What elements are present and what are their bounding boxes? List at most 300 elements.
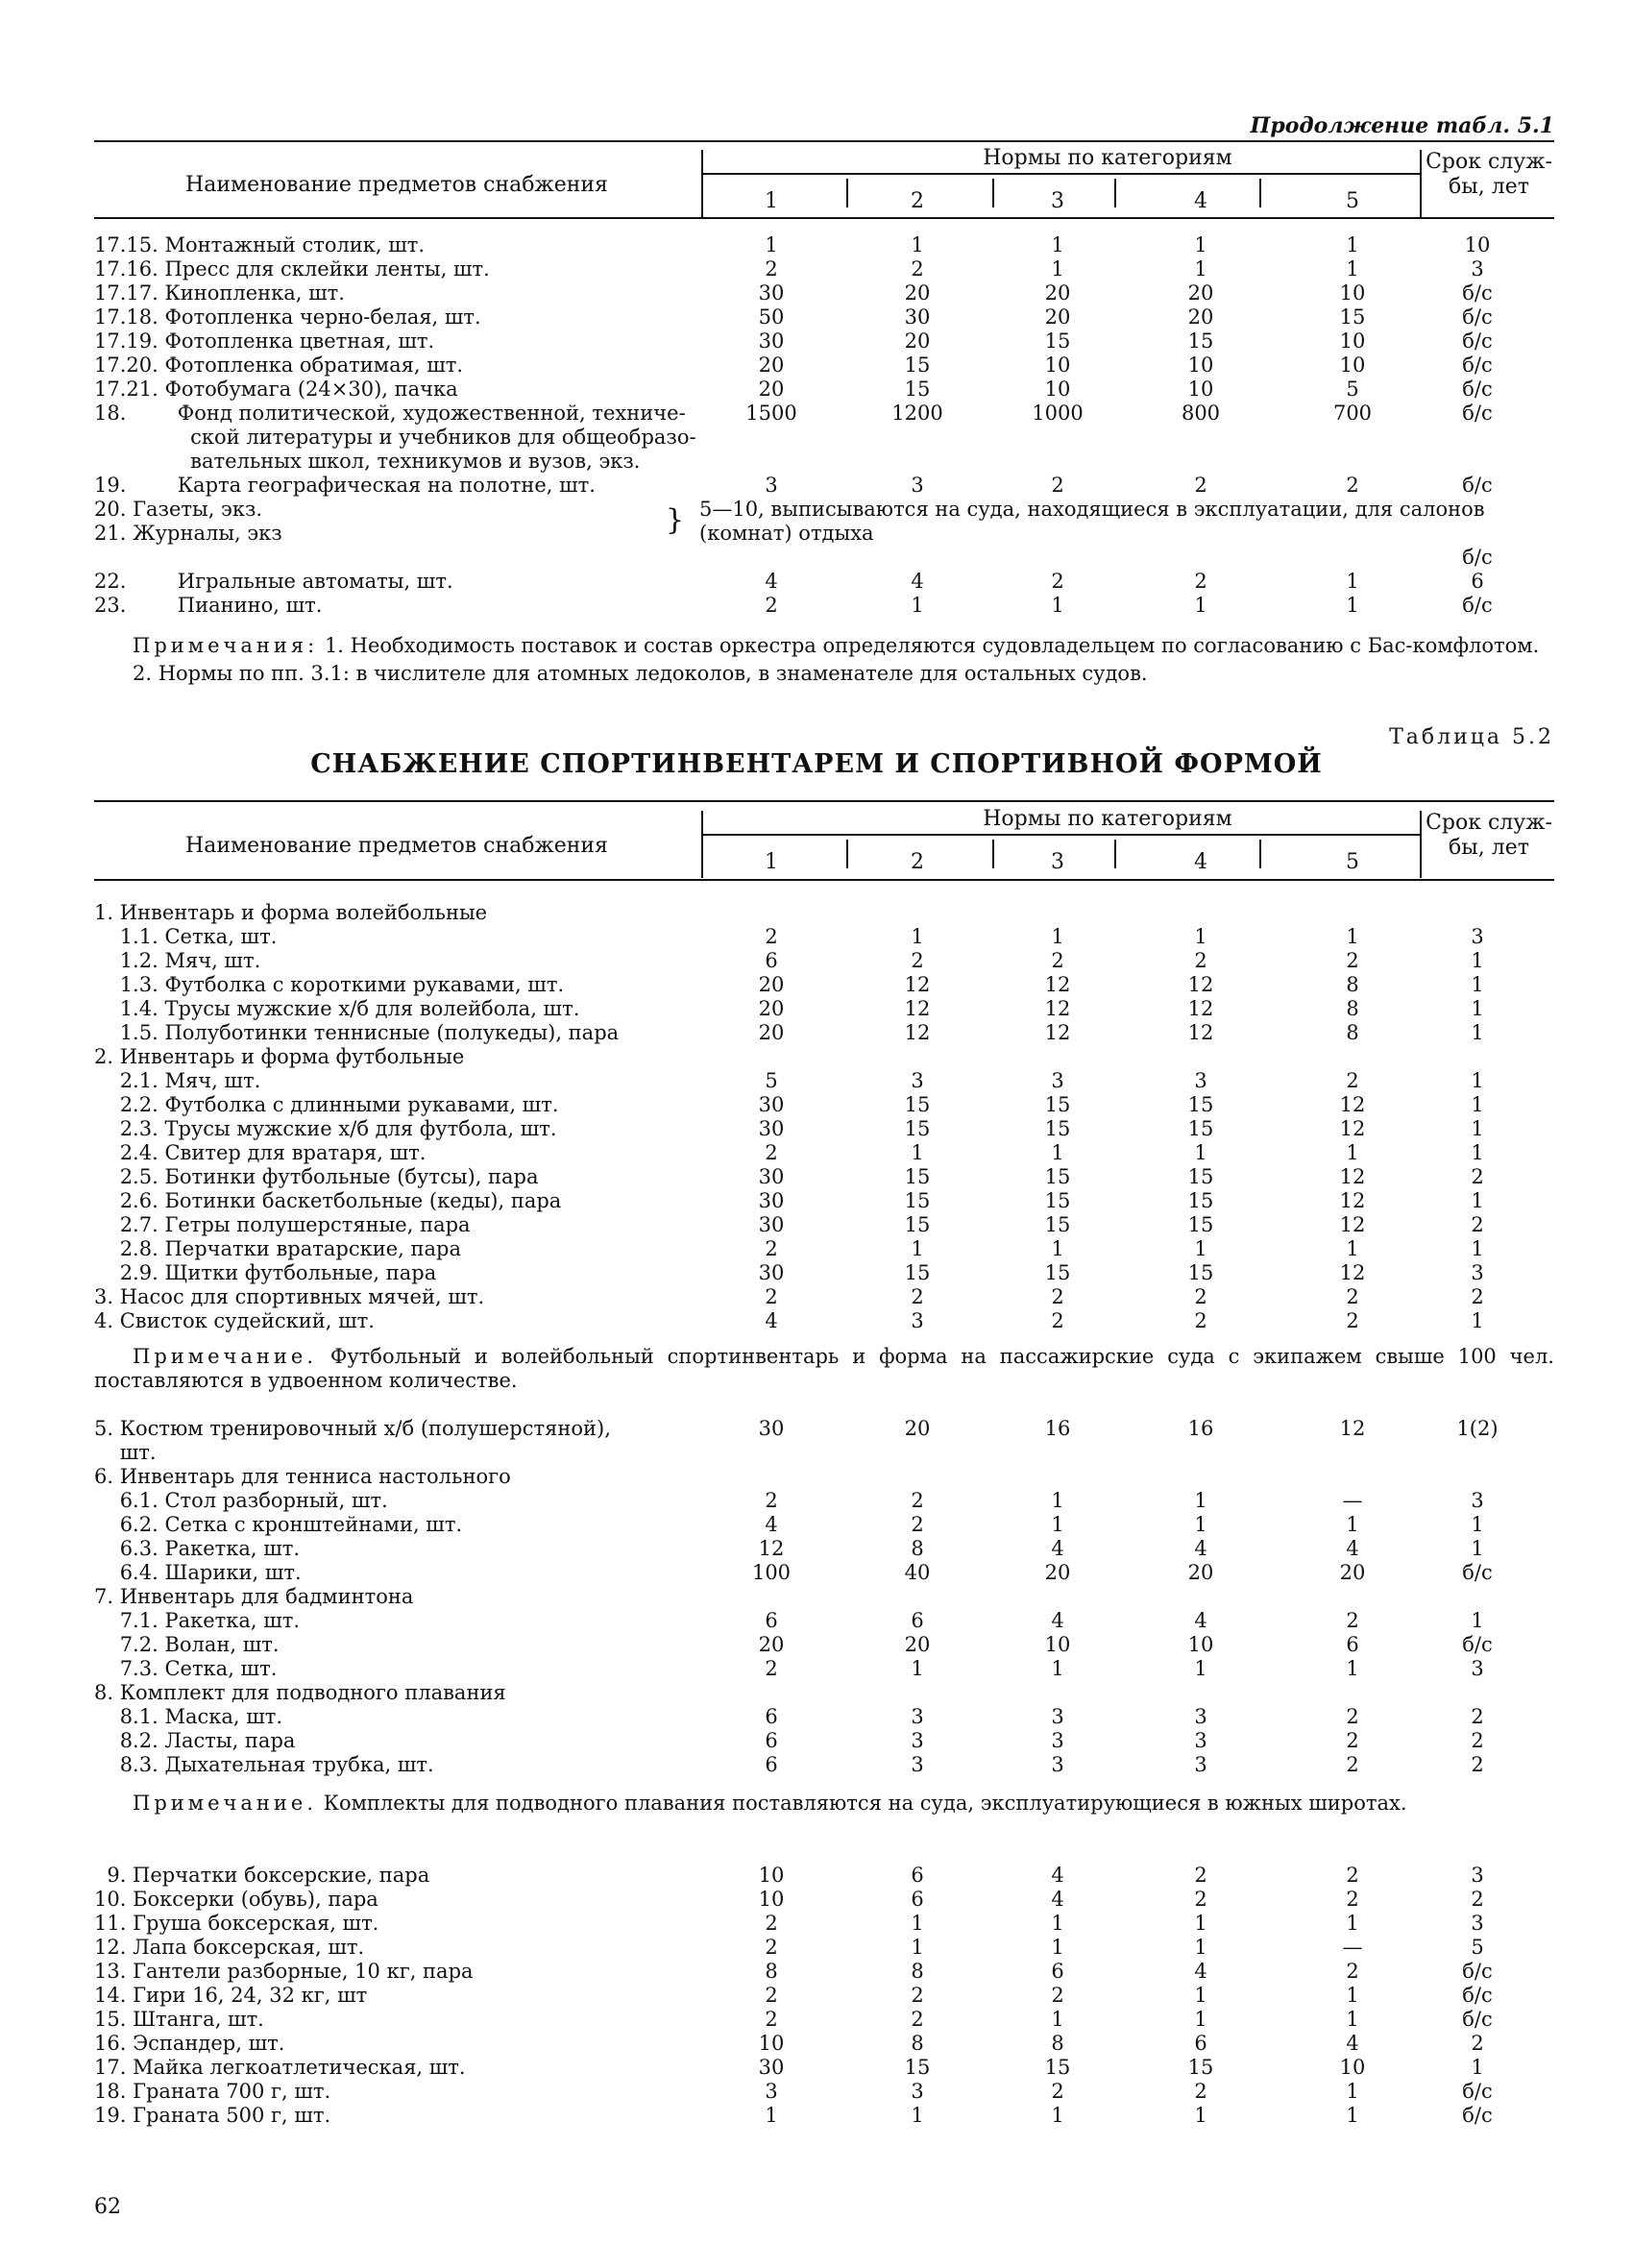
norm-cat-3: 15 bbox=[1044, 2056, 1071, 2079]
table-row bbox=[94, 1021, 1554, 1045]
table-row: 20. Газеты, экз. bbox=[94, 498, 263, 521]
norm-cat-1: 2 bbox=[765, 594, 778, 617]
norm-cat-5: 1 bbox=[1346, 2104, 1359, 2127]
item-name: 6.4. Шарики, шт. bbox=[94, 1561, 302, 1584]
norm-cat-3: 1000 bbox=[1032, 402, 1084, 425]
norm-cat-3: 2 bbox=[1051, 1984, 1064, 2007]
norm-cat-1: 2 bbox=[765, 1489, 778, 1512]
item-name: 4. Свисток судейский, шт. bbox=[94, 1309, 375, 1332]
item-name: 2.3. Трусы мужские х/б для футбола, шт. bbox=[94, 1117, 557, 1140]
norm-cat-1: 30 bbox=[758, 1261, 785, 1284]
table-row bbox=[94, 2032, 1554, 2056]
item-name: 22. Игральные автоматы, шт. bbox=[94, 570, 453, 593]
header-cat-5: 5 bbox=[1346, 850, 1359, 874]
item-name: 17.17. Кинопленка, шт. bbox=[94, 281, 345, 305]
table-row bbox=[94, 1984, 1554, 2008]
norm-cat-1: 10 bbox=[758, 2032, 785, 2055]
norm-cat-3: 15 bbox=[1044, 1261, 1071, 1284]
norm-cat-2: 3 bbox=[911, 1069, 924, 1092]
table-row bbox=[94, 378, 1554, 402]
service-life: 3 bbox=[1471, 1489, 1484, 1512]
norm-cat-3: 2 bbox=[1051, 1309, 1064, 1332]
item-name: 7.1. Ракетка, шт. bbox=[94, 1609, 301, 1632]
norm-cat-4: 15 bbox=[1187, 1093, 1214, 1116]
item-name: 2. Инвентарь и форма футбольные bbox=[94, 1045, 465, 1068]
item-name: ской литературы и учебников для общеобразо- bbox=[94, 426, 696, 449]
norm-cat-5: 2 bbox=[1346, 474, 1359, 497]
table-row bbox=[94, 1213, 1554, 1237]
norm-cat-4: 4 bbox=[1194, 1960, 1207, 1983]
norm-cat-2: 3 bbox=[911, 474, 924, 497]
table-row bbox=[94, 1093, 1554, 1117]
table1-top-rule bbox=[94, 140, 1554, 142]
header-cat-1: 1 bbox=[765, 189, 778, 213]
norm-cat-4: 15 bbox=[1187, 329, 1214, 353]
header-norms-col: Нормы по категориям bbox=[983, 807, 1232, 831]
norm-cat-4: 1 bbox=[1194, 594, 1207, 617]
table2-body-c bbox=[94, 1864, 1554, 2128]
header-norms-col: Нормы по категориям bbox=[983, 146, 1232, 170]
norm-cat-1: 30 bbox=[758, 1093, 785, 1116]
norm-cat-3: 6 bbox=[1051, 1960, 1064, 1983]
header-cat-1: 1 bbox=[765, 850, 778, 874]
norm-cat-3: 3 bbox=[1051, 1753, 1064, 1776]
norm-cat-3: 15 bbox=[1044, 1165, 1071, 1188]
service-life: 1 bbox=[1471, 1021, 1484, 1044]
service-life: 1 bbox=[1471, 997, 1484, 1020]
service-life: б/с bbox=[1462, 2008, 1493, 2031]
norm-cat-5: 5 bbox=[1346, 378, 1359, 401]
table-row bbox=[94, 354, 1554, 378]
norm-cat-4: 15 bbox=[1187, 1117, 1214, 1140]
table-row bbox=[94, 1753, 1554, 1777]
table-row bbox=[94, 901, 1554, 925]
item-name: 8.1. Маска, шт. bbox=[94, 1705, 283, 1728]
item-name: 1.3. Футболка с короткими рукавами, шт. bbox=[94, 973, 565, 996]
norm-cat-4: 3 bbox=[1194, 1753, 1207, 1776]
norm-cat-5: 1 bbox=[1346, 1657, 1359, 1680]
service-life: 1 bbox=[1471, 1069, 1484, 1092]
service-life: 1 bbox=[1471, 1537, 1484, 1560]
norm-cat-5: 12 bbox=[1339, 1417, 1366, 1440]
norm-cat-4: 15 bbox=[1187, 1189, 1214, 1212]
norm-cat-4: 12 bbox=[1187, 973, 1214, 996]
table-row bbox=[94, 1513, 1554, 1537]
item-name: 2.4. Свитер для вратаря, шт. bbox=[94, 1141, 427, 1164]
norm-cat-3: 10 bbox=[1044, 378, 1071, 401]
norm-cat-3: 1 bbox=[1051, 1513, 1064, 1536]
norm-cat-1: 2 bbox=[765, 1912, 778, 1935]
table-row bbox=[94, 450, 1554, 474]
r2021-srok: б/с bbox=[1462, 546, 1493, 569]
table-row bbox=[94, 402, 1554, 426]
table1-notes: Примечания: 1. Необходимость поставок и состав оркестра определяются судовладельцем по согласованию с Бас-комфлотом. 2. Нормы по пп. 3.1: в числителе для атомных ледоколов, в знаменателе для остальных судов. bbox=[133, 634, 1540, 685]
norm-cat-1: 3 bbox=[765, 2080, 778, 2103]
norm-cat-4: 4 bbox=[1194, 1537, 1207, 1560]
table1-rows-20-21 bbox=[94, 498, 1554, 569]
norm-cat-1: 30 bbox=[758, 2056, 785, 2079]
norm-cat-4: 2 bbox=[1194, 1864, 1207, 1887]
norm-cat-4: 2 bbox=[1194, 570, 1207, 593]
service-life: 1 bbox=[1471, 1141, 1484, 1164]
norm-cat-2: 3 bbox=[911, 1753, 924, 1776]
norm-cat-5: 1 bbox=[1346, 1141, 1359, 1164]
norm-cat-3: 15 bbox=[1044, 1093, 1071, 1116]
norm-cat-3: 20 bbox=[1044, 1561, 1071, 1584]
norm-cat-1: 2 bbox=[765, 257, 778, 280]
item-name: 1.2. Мяч, шт. bbox=[94, 949, 261, 972]
table2-note-b: Примечание. Комплекты для подводного плавания поставляются на суда, эксплуатирующиеся в южных широтах. bbox=[133, 1792, 1407, 1815]
norm-cat-5: 8 bbox=[1346, 997, 1359, 1020]
service-life: б/с bbox=[1462, 305, 1493, 329]
item-name: 9. Перчатки боксерские, пара bbox=[94, 1864, 430, 1887]
norm-cat-5: 2 bbox=[1346, 1309, 1359, 1332]
item-name: 8.2. Ласты, пара bbox=[94, 1729, 296, 1752]
item-name: 10. Боксерки (обувь), пара bbox=[94, 1888, 378, 1911]
table-row bbox=[94, 1465, 1554, 1489]
table-row bbox=[94, 1441, 1554, 1465]
item-name: 6. Инвентарь для тенниса настольного bbox=[94, 1465, 511, 1488]
service-life: 2 bbox=[1471, 1729, 1484, 1752]
norm-cat-1: 1 bbox=[765, 233, 778, 256]
service-life: 2 bbox=[1471, 2032, 1484, 2055]
item-name: 1. Инвентарь и форма волейбольные bbox=[94, 901, 488, 924]
norm-cat-3: 1 bbox=[1051, 1936, 1064, 1959]
norm-cat-5: 6 bbox=[1346, 1633, 1359, 1656]
norm-cat-5: 1 bbox=[1346, 1912, 1359, 1935]
norm-cat-1: 1 bbox=[765, 2104, 778, 2127]
norm-cat-1: 4 bbox=[765, 1309, 778, 1332]
item-name: 23. Пианино, шт. bbox=[94, 594, 323, 617]
continuation-label: Продолжение табл. 5.1 bbox=[1250, 113, 1554, 138]
norm-cat-1: 3 bbox=[765, 474, 778, 497]
norm-cat-4: 1 bbox=[1194, 1912, 1207, 1935]
header-cat-4: 4 bbox=[1194, 189, 1207, 213]
item-name: 17.19. Фотопленка цветная, шт. bbox=[94, 329, 435, 353]
norm-cat-4: 12 bbox=[1187, 1021, 1214, 1044]
norm-cat-2: 1 bbox=[911, 1912, 924, 1935]
table-row bbox=[94, 1141, 1554, 1165]
service-life: 1 bbox=[1471, 973, 1484, 996]
norm-cat-5: 2 bbox=[1346, 1705, 1359, 1728]
norm-cat-4: 1 bbox=[1194, 2008, 1207, 2031]
header-name-col: Наименование предметов снабжения bbox=[185, 834, 608, 858]
norm-cat-3: 3 bbox=[1051, 1069, 1064, 1092]
table-row bbox=[94, 426, 1554, 450]
item-name: 1.1. Сетка, шт. bbox=[94, 925, 278, 948]
norm-cat-3: 12 bbox=[1044, 973, 1071, 996]
norm-cat-5: 12 bbox=[1339, 1261, 1366, 1284]
norm-cat-1: 20 bbox=[758, 1021, 785, 1044]
table-row bbox=[94, 1960, 1554, 1984]
table-row bbox=[94, 1285, 1554, 1309]
norm-cat-3: 1 bbox=[1051, 257, 1064, 280]
table-row bbox=[94, 1864, 1554, 1888]
table-row bbox=[94, 1489, 1554, 1513]
norm-cat-1: 30 bbox=[758, 1213, 785, 1236]
norm-cat-1: 12 bbox=[758, 1537, 785, 1560]
norm-cat-4: 2 bbox=[1194, 949, 1207, 972]
norm-cat-4: 1 bbox=[1194, 925, 1207, 948]
norm-cat-5: 10 bbox=[1339, 354, 1366, 377]
norm-cat-2: 15 bbox=[904, 1117, 931, 1140]
norm-cat-4: 2 bbox=[1194, 1285, 1207, 1308]
norm-cat-5: 1 bbox=[1346, 1513, 1359, 1536]
norm-cat-2: 15 bbox=[904, 1189, 931, 1212]
table-row bbox=[94, 257, 1554, 281]
norm-cat-3: 12 bbox=[1044, 997, 1071, 1020]
norm-cat-2: 15 bbox=[904, 378, 931, 401]
service-life: б/с bbox=[1462, 2104, 1493, 2127]
header-cat-3: 3 bbox=[1051, 850, 1064, 874]
norm-cat-4: 1 bbox=[1194, 257, 1207, 280]
service-life: б/с bbox=[1462, 1960, 1493, 1983]
service-life: б/с bbox=[1462, 329, 1493, 353]
table-row bbox=[94, 1585, 1554, 1609]
service-life: 3 bbox=[1471, 257, 1484, 280]
norm-cat-5: 2 bbox=[1346, 1729, 1359, 1752]
norm-cat-1: 20 bbox=[758, 997, 785, 1020]
norm-cat-2: 12 bbox=[904, 973, 931, 996]
item-name: шт. bbox=[94, 1441, 157, 1464]
norm-cat-5: 12 bbox=[1339, 1093, 1366, 1116]
item-name: 6.1. Стол разборный, шт. bbox=[94, 1489, 388, 1512]
item-name: вательных школ, техникумов и вузов, экз. bbox=[94, 450, 641, 473]
norm-cat-1: 2 bbox=[765, 1657, 778, 1680]
norm-cat-5: 20 bbox=[1339, 1561, 1366, 1584]
norm-cat-4: 20 bbox=[1187, 281, 1214, 305]
norm-cat-5: 8 bbox=[1346, 1021, 1359, 1044]
norm-cat-1: 6 bbox=[765, 1609, 778, 1632]
norm-cat-2: 1200 bbox=[891, 402, 943, 425]
service-life: б/с bbox=[1462, 594, 1493, 617]
norm-cat-4: 1 bbox=[1194, 1237, 1207, 1260]
norm-cat-1: 6 bbox=[765, 1705, 778, 1728]
item-name: 1.4. Трусы мужские х/б для волейбола, шт. bbox=[94, 997, 580, 1020]
table-row bbox=[94, 1309, 1554, 1333]
norm-cat-1: 2 bbox=[765, 1237, 778, 1260]
table1-header bbox=[94, 146, 1554, 225]
norm-cat-5: 4 bbox=[1346, 1537, 1359, 1560]
item-name: 5. Костюм тренировочный х/б (полушерстяной), bbox=[94, 1417, 611, 1440]
norm-cat-1: 10 bbox=[758, 1888, 785, 1911]
table2-body-b bbox=[94, 1417, 1554, 1777]
norm-cat-1: 100 bbox=[751, 1561, 792, 1584]
norm-cat-2: 1 bbox=[911, 925, 924, 948]
norm-cat-4: 4 bbox=[1194, 1609, 1207, 1632]
item-name: 12. Лапа боксерская, шт. bbox=[94, 1936, 365, 1959]
item-name: 18. Фонд политической, художественной, техниче- bbox=[94, 402, 686, 425]
table-row bbox=[94, 949, 1554, 973]
norm-cat-3: 4 bbox=[1051, 1888, 1064, 1911]
norm-cat-2: 15 bbox=[904, 1261, 931, 1284]
norm-cat-2: 2 bbox=[911, 1285, 924, 1308]
table2-body-a bbox=[94, 901, 1554, 1333]
norm-cat-1: 2 bbox=[765, 1936, 778, 1959]
norm-cat-1: 2 bbox=[765, 1141, 778, 1164]
norm-cat-4: 15 bbox=[1187, 1213, 1214, 1236]
service-life: б/с bbox=[1462, 378, 1493, 401]
service-life: 2 bbox=[1471, 1888, 1484, 1911]
header-cat-5: 5 bbox=[1346, 189, 1359, 213]
norm-cat-2: 2 bbox=[911, 2008, 924, 2031]
item-name: 11. Груша боксерская, шт. bbox=[94, 1912, 379, 1935]
norm-cat-5: 1 bbox=[1346, 925, 1359, 948]
item-name: 2.8. Перчатки вратарские, пара bbox=[94, 1237, 461, 1260]
table-row bbox=[94, 1189, 1554, 1213]
norm-cat-4: 1 bbox=[1194, 1936, 1207, 1959]
norm-cat-4: 800 bbox=[1181, 402, 1221, 425]
service-life: 2 bbox=[1471, 1165, 1484, 1188]
norm-cat-3: 1 bbox=[1051, 2008, 1064, 2031]
table-row bbox=[94, 1681, 1554, 1705]
norm-cat-2: 8 bbox=[911, 1537, 924, 1560]
norm-cat-4: 1 bbox=[1194, 1657, 1207, 1680]
norm-cat-5: 2 bbox=[1346, 1285, 1359, 1308]
norm-cat-3: 10 bbox=[1044, 1633, 1071, 1656]
header-cat-4: 4 bbox=[1194, 850, 1207, 874]
norm-cat-5: 10 bbox=[1339, 281, 1366, 305]
table2-header-rule bbox=[94, 879, 1554, 881]
norm-cat-3: 10 bbox=[1044, 354, 1071, 377]
norm-cat-1: 30 bbox=[758, 281, 785, 305]
norm-cat-2: 1 bbox=[911, 1657, 924, 1680]
norm-cat-2: 40 bbox=[904, 1561, 931, 1584]
norm-cat-2: 20 bbox=[904, 281, 931, 305]
norm-cat-2: 1 bbox=[911, 233, 924, 256]
norm-cat-1: 30 bbox=[758, 1189, 785, 1212]
table2-label: Таблица 5.2 bbox=[1389, 725, 1554, 749]
table-row bbox=[94, 1936, 1554, 1960]
norm-cat-5: 1 bbox=[1346, 257, 1359, 280]
norm-cat-5: 12 bbox=[1339, 1213, 1366, 1236]
service-life: б/с bbox=[1462, 354, 1493, 377]
norm-cat-2: 3 bbox=[911, 1309, 924, 1332]
header-srok-col: Срок служ- бы, лет bbox=[1426, 150, 1552, 199]
table-row bbox=[94, 1069, 1554, 1093]
norm-cat-2: 6 bbox=[911, 1609, 924, 1632]
service-life: 3 bbox=[1471, 1912, 1484, 1935]
norm-cat-1: 20 bbox=[758, 973, 785, 996]
norm-cat-5: 12 bbox=[1339, 1117, 1366, 1140]
table-row bbox=[94, 1561, 1554, 1585]
norm-cat-3: 12 bbox=[1044, 1021, 1071, 1044]
item-name: 2.7. Гетры полушерстяные, пара bbox=[94, 1213, 471, 1236]
norm-cat-5: 2 bbox=[1346, 1753, 1359, 1776]
table1-body-b bbox=[94, 570, 1554, 618]
norm-cat-2: 2 bbox=[911, 1513, 924, 1536]
header-cat-2: 2 bbox=[911, 189, 924, 213]
norm-cat-2: 3 bbox=[911, 1705, 924, 1728]
norm-cat-3: 1 bbox=[1051, 2104, 1064, 2127]
norm-cat-5: 1 bbox=[1346, 233, 1359, 256]
table-row bbox=[94, 2104, 1554, 2128]
item-name: 16. Эспандер, шт. bbox=[94, 2032, 285, 2055]
service-life: 2 bbox=[1471, 1705, 1484, 1728]
norm-cat-4: 1 bbox=[1194, 1513, 1207, 1536]
norm-cat-1: 4 bbox=[765, 1513, 778, 1536]
norm-cat-2: 15 bbox=[904, 2056, 931, 2079]
service-life: б/с bbox=[1462, 1561, 1493, 1584]
norm-cat-1: 5 bbox=[765, 1069, 778, 1092]
item-name: 17. Майка легкоатлетическая, шт. bbox=[94, 2056, 466, 2079]
norm-cat-2: 1 bbox=[911, 1141, 924, 1164]
norm-cat-2: 15 bbox=[904, 354, 931, 377]
norm-cat-4: 1 bbox=[1194, 1489, 1207, 1512]
norm-cat-1: 10 bbox=[758, 1864, 785, 1887]
norm-cat-3: 15 bbox=[1044, 1189, 1071, 1212]
service-life: 1 bbox=[1471, 1237, 1484, 1260]
service-life: 2 bbox=[1471, 1213, 1484, 1236]
norm-cat-2: 12 bbox=[904, 997, 931, 1020]
norm-cat-3: 1 bbox=[1051, 233, 1064, 256]
service-life: 10 bbox=[1464, 233, 1491, 256]
table-row bbox=[94, 1537, 1554, 1561]
table2-title: СНАБЖЕНИЕ СПОРТИНВЕНТАРЕМ И СПОРТИВНОЙ ФОРМОЙ bbox=[310, 749, 1323, 779]
norm-cat-2: 15 bbox=[904, 1165, 931, 1188]
norm-cat-5: 2 bbox=[1346, 1069, 1359, 1092]
item-name: 8.3. Дыхательная трубка, шт. bbox=[94, 1753, 434, 1776]
table-row bbox=[94, 1657, 1554, 1681]
norm-cat-2: 1 bbox=[911, 2104, 924, 2127]
norm-cat-3: 4 bbox=[1051, 1864, 1064, 1887]
norm-cat-5: 2 bbox=[1346, 1864, 1359, 1887]
norm-cat-3: 3 bbox=[1051, 1705, 1064, 1728]
norm-cat-5: — bbox=[1342, 1489, 1363, 1512]
norm-cat-5: 4 bbox=[1346, 2032, 1359, 2055]
service-life: 1 bbox=[1471, 1513, 1484, 1536]
norm-cat-3: 15 bbox=[1044, 1213, 1071, 1236]
table-row bbox=[94, 1117, 1554, 1141]
norm-cat-4: 10 bbox=[1187, 378, 1214, 401]
norm-cat-3: 1 bbox=[1051, 594, 1064, 617]
norm-cat-3: 16 bbox=[1044, 1417, 1071, 1440]
item-name: 2.2. Футболка с длинными рукавами, шт. bbox=[94, 1093, 559, 1116]
norm-cat-4: 1 bbox=[1194, 233, 1207, 256]
table-row bbox=[94, 305, 1554, 329]
norm-cat-3: 1 bbox=[1051, 1489, 1064, 1512]
table-row bbox=[94, 1633, 1554, 1657]
norm-cat-1: 20 bbox=[758, 378, 785, 401]
norm-cat-2: 6 bbox=[911, 1888, 924, 1911]
table1-header-rule bbox=[94, 217, 1554, 219]
item-name: 2.5. Ботинки футбольные (бутсы), пара bbox=[94, 1165, 539, 1188]
r2021-text-2: (комнат) отдыха bbox=[699, 522, 874, 545]
table-row bbox=[94, 281, 1554, 305]
norm-cat-4: 10 bbox=[1187, 1633, 1214, 1656]
table2-top-rule bbox=[94, 800, 1554, 802]
norm-cat-5: 700 bbox=[1332, 402, 1373, 425]
norm-cat-3: 2 bbox=[1051, 2080, 1064, 2103]
norm-cat-5: 1 bbox=[1346, 1237, 1359, 1260]
norm-cat-5: 2 bbox=[1346, 1960, 1359, 1983]
table-row bbox=[94, 1261, 1554, 1285]
norm-cat-5: 10 bbox=[1339, 329, 1366, 353]
service-life: б/с bbox=[1462, 2080, 1493, 2103]
norm-cat-1: 30 bbox=[758, 1165, 785, 1188]
table-row bbox=[94, 2056, 1554, 2080]
table2-note-a: Примечание. Футбольный и волейбольный спортинвентарь и форма на пассажирские суда с экипажем свыше 100 чел. поставляются в удвоенном количестве. bbox=[94, 1345, 1554, 1392]
item-name: 7.2. Волан, шт. bbox=[94, 1633, 280, 1656]
table-row bbox=[94, 594, 1554, 618]
header-cat-2: 2 bbox=[911, 850, 924, 874]
norm-cat-4: 1 bbox=[1194, 2104, 1207, 2127]
norm-cat-4: 10 bbox=[1187, 354, 1214, 377]
norm-cat-3: 2 bbox=[1051, 1285, 1064, 1308]
table-row bbox=[94, 1609, 1554, 1633]
norm-cat-2: 6 bbox=[911, 1864, 924, 1887]
norm-cat-1: 2 bbox=[765, 2008, 778, 2031]
